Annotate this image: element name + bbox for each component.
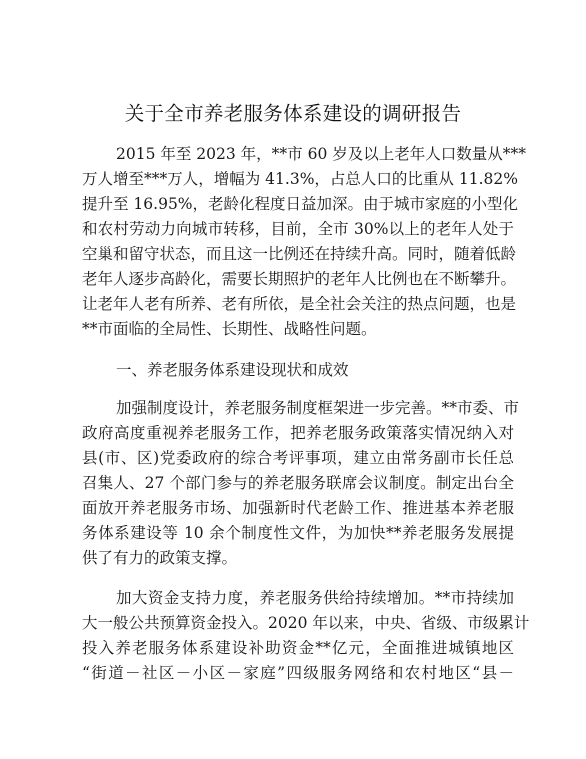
paragraph-1-line: 和农村劳动力向城市转移，目前，全市 30%以上的老年人处于 xyxy=(82,220,514,238)
document-title: 关于全市养老服务体系建设的调研报告 xyxy=(124,102,462,125)
section-heading: 一、养老服务体系建设现状和成效 xyxy=(116,361,349,379)
paragraph-1-line: 空巢和留守状态，而且这一比例还在持续升高。同时，随着低龄 xyxy=(82,245,517,263)
paragraph-2-line: 政府高度重视养老服务工作，把养老服务政策落实情况纳入对 xyxy=(82,424,514,442)
paragraph-1-line: 提升至 16.95%，老龄化程度日益加深。由于城市家庭的小型化 xyxy=(82,195,519,213)
paragraph-2-line: 务体系建设等 10 余个制度性文件，为加快**养老服务发展提 xyxy=(82,524,514,542)
paragraph-3-line: 投入养老服务体系建设补助资金**亿元，全面推进城镇地区 xyxy=(82,639,514,657)
paragraph-1-line: 让老年人老有所养、老有所依，是全社会关注的热点问题，也是 xyxy=(82,295,517,313)
paragraph-1-line: 2015 年至 2023 年，**市 60 岁及以上老年人口数量从*** xyxy=(116,145,527,163)
paragraph-2-line: 供了有力的政策支撑。 xyxy=(82,549,238,567)
paragraph-2-line: 县(市、区)党委政府的综合考评事项，建立由常务副市长任总 xyxy=(82,449,514,467)
paragraph-2-line: 召集人、27 个部门参与的养老服务联席会议制度。制定出台全 xyxy=(82,474,514,492)
paragraph-1-line: 老年人逐步高龄化，需要长期照护的老年人比例也在不断攀升。 xyxy=(82,270,517,288)
paragraph-3-line: “街道－社区－小区－家庭”四级服务网络和农村地区“县－ xyxy=(82,664,514,682)
paragraph-2-line: 面放开养老服务市场、加强新时代老龄工作、推进基本养老服 xyxy=(82,499,514,517)
paragraph-2-line: 加强制度设计，养老服务制度框架进一步完善。**市委、市 xyxy=(116,399,520,417)
paragraph-1-line: 万人增至***万人，增幅为 41.3%，占总人口的比重从 11.82% xyxy=(82,170,518,188)
paragraph-1-line: **市面临的全局性、长期性、战略性问题。 xyxy=(82,320,377,338)
paragraph-3-line: 大一般公共预算资金投入。2020 年以来，中央、省级、市级累计 xyxy=(82,614,530,632)
paragraph-3-line: 加大资金支持力度，养老服务供给持续增加。**市持续加 xyxy=(116,589,514,607)
